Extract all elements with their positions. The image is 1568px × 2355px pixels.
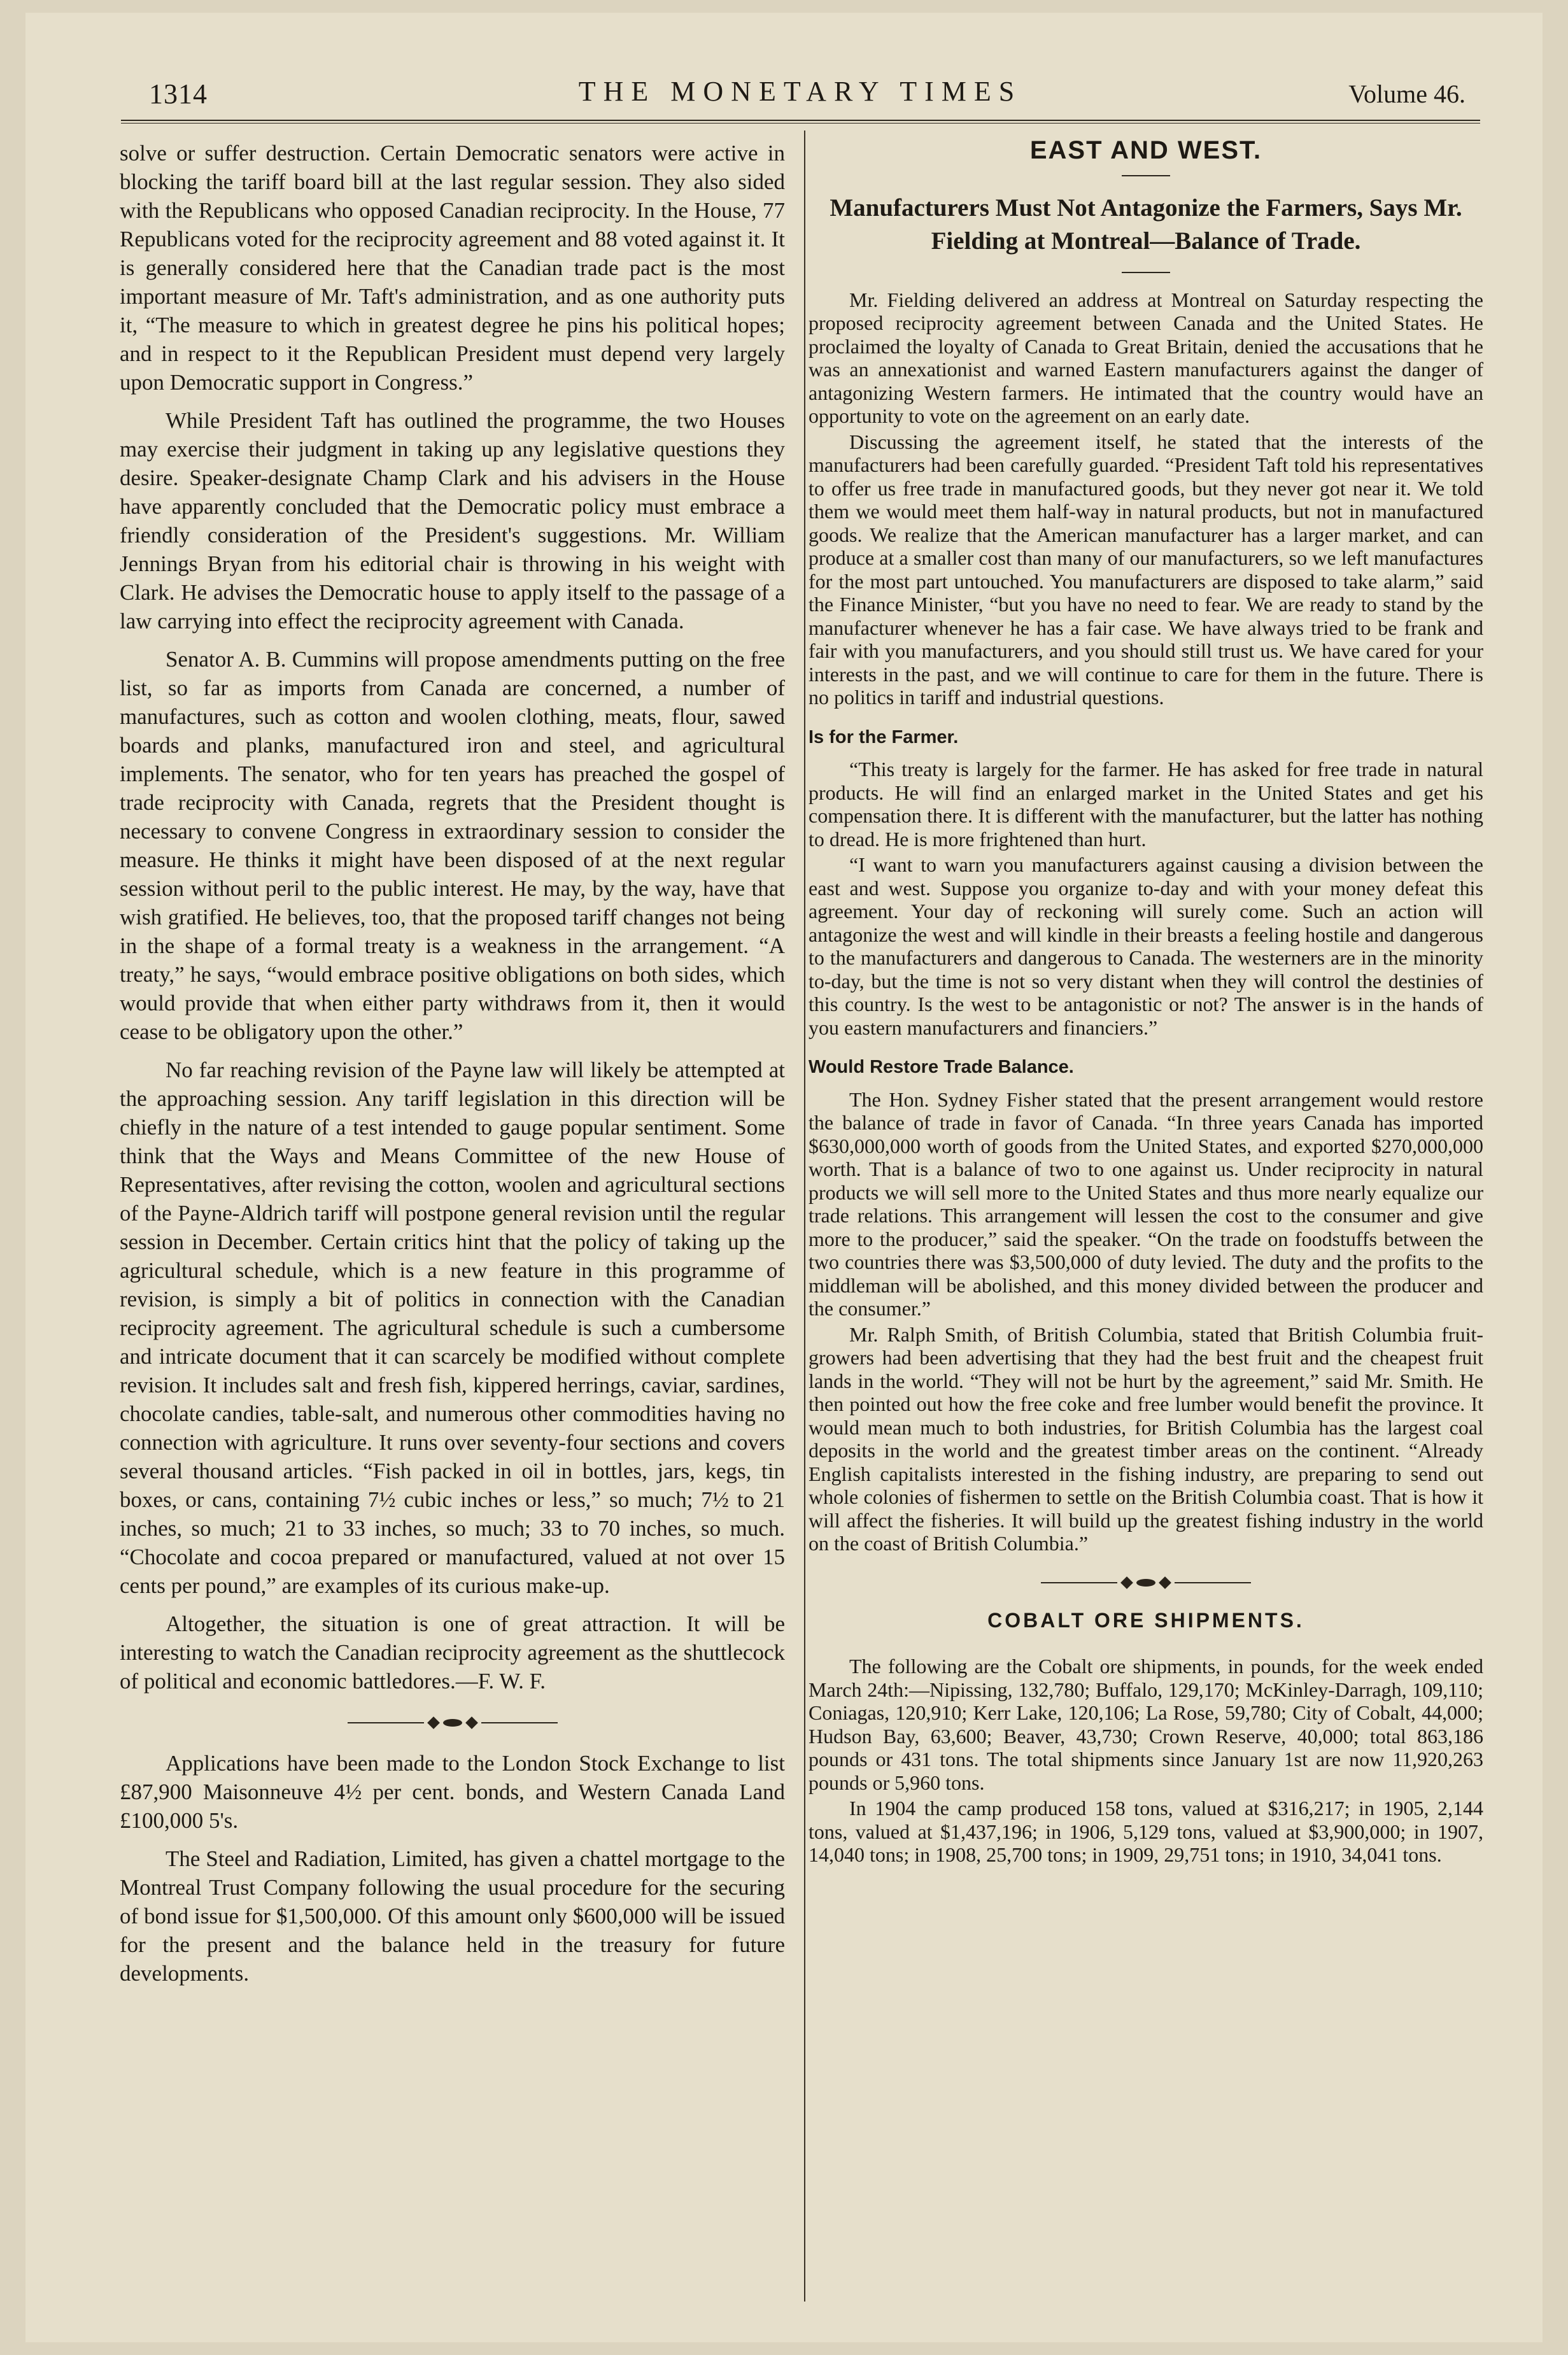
article-headline: Manufacturers Must Not Antagonize the Farmers, Says Mr. Fielding at Montreal—Balance of Trade. xyxy=(830,194,1462,255)
article-paragraph: Altogether, the situation is one of great attraction. It will be interesting to watch the Canadian reciprocity agreement as the shuttlecock of political and economic battledores.—F. W. F. xyxy=(120,1611,785,1694)
article-paragraph: In 1904 the camp produced 158 tons, valued at $316,217; in 1905, 2,144 tons, valued at $1,437,196; in 1906, 5,129 tons, valued at $3,900,000; in 1907, 14,040 tons; in 1908, 25,700 tons; in 1909, 29,751 tons; in 1910, 34,041 tons. xyxy=(809,1797,1483,1866)
notice-paragraph: Applications have been made to the London Stock Exchange to list £87,900 Maisonneuve 4½ per cent. bonds, and Western Canada Land £100,000 5's. xyxy=(120,1751,785,1833)
left-column xyxy=(120,139,785,1997)
section-title: EAST AND WEST. xyxy=(1029,136,1262,164)
article-paragraph: solve or suffer destruction. Certain Democratic senators were active in blocking the tariff board bill at the last regular session. They also sided with the Republicans who opposed Canadian reciprocity. In the House, 77 Republicans voted for the reciprocity agreement and 88 voted against it. It is generally considered here that the Canadian trade pact is the most important measure of Mr. Taft's administration, and as one authority puts it, “The measure to which in greatest degree he pins his political hopes; and in respect to it the Republican President must depend very largely upon Democratic support in Congress.” xyxy=(120,141,785,395)
article-paragraph: The following are the Cobalt ore shipments, in pounds, for the week ended March 24th:—Nipissing, 132,780; Buffalo, 129,170; McKinley-Darragh, 109,110; Coniagas, 120,910; Kerr Lake, 120,106; La Rose, 59,780; City of Cobalt, 44,000; Hudson Bay, 63,600; Beaver, 43,730; Crown Reserve, 40,000; total 863,186 pounds or 431 tons. The total shipments since January 1st are now 11,920,263 pounds or 5,960 tons. xyxy=(809,1655,1483,1794)
volume-label: Volume 46. xyxy=(1348,80,1466,108)
subheading: Would Restore Trade Balance. xyxy=(809,1057,1074,1077)
notice-paragraph: The Steel and Radiation, Limited, has given a chattel mortgage to the Montreal Trust Company following the usual procedure for the securing of bond issue for $1,500,000. Of this amount only $600,000 will be issued for the present and the balance held in the treasury for future developments. xyxy=(120,1846,785,1986)
article-paragraph: “I want to warn you manufacturers against causing a division between the east and west. Suppose you organize to-day and with your money defeat this agreement. Your day of reckoning will surely come. Such an action will antagonize the west and will kindle in their breasts a feeling hostile and dangerous to the manufacturers and dangerous to Canada. The westerners are in the minority to-day, but the time is not so very distant when they will control the destinies of this country. Is the west to be antagonistic or not? The answer is in the hands of you eastern manufacturers and financiers.” xyxy=(809,853,1483,1039)
page-header xyxy=(122,66,1478,117)
journal-title: THE MONETARY TIMES xyxy=(578,76,1022,107)
article-paragraph: Senator A. B. Cummins will propose amendments putting on the free list, so far as imports from Canada are concerned, a number of manufactures, such as cotton and woolen clothing, meats, flour, sawed boards and planks, manufactured iron and steel, and agricultural implements. The senator, who for ten years has preached the gospel of trade reciprocity with Canada, regrets that the President thought is necessary to convene Congress in extraordinary session to consider the measure. He thinks it might have been disposed of at the next regular session without peril to the public interest. He may, by the way, have that wish gratified. He believes, too, that the proposed tariff changes not being in the shape of a formal treaty is a weakness in the arrangement. “A treaty,” he says, “would embrace positive obligations on both sides, which would provide that when either party withdraws from it, then it would cease to be obligatory upon the other.” xyxy=(120,647,785,1044)
right-column xyxy=(809,136,1483,1869)
section-title: COBALT ORE SHIPMENTS. xyxy=(987,1608,1304,1632)
header-rule xyxy=(121,120,1480,124)
article-paragraph: Mr. Fielding delivered an address at Montreal on Saturday respecting the proposed reciprocity agreement between Canada and the United States. He proclaimed the loyalty of Canada to Great Britain, denied the accusations that he was an annexationist and warned Eastern manufacturers against the danger of antagonizing Western farmers. He intimated that the country would have an opportunity to vote on the agreement on an early date. xyxy=(809,288,1483,427)
article-paragraph: No far reaching revision of the Payne law will likely be attempted at the approaching session. Any tariff legislation in this direction will be chiefly in the nature of a test intended to gauge popular sentiment. Some think that the Ways and Means Committee of the new House of Representatives, after revising the cotton, woolen and agricultural sections of the Payne-Aldrich tariff will postpone general revision until the regular session in December. Certain critics hint that the policy of taking up the agricultural schedule, which is a new feature in this programme of revision, is simply a bit of politics in connection with the Canadian reciprocity agreement. The agricultural schedule is such a cumbersome and intricate document that it can scarcely be modified without complete revision. It includes salt and fresh fish, kippered herrings, caviar, sardines, chocolate candies, table-salt, and numerous other commodities having no connection with agriculture. It runs over seventy-four sections and covers several thousand articles. “Fish packed in oil in bottles, jars, kegs, tin boxes, or cans, containing 7½ cubic inches or less,” so much; 7½ to 21 inches, so much; 21 to 33 inches, so much; 33 to 70 inches, so much. “Chocolate and cocoa prepared or manufactured, valued at not over 15 cents per pound,” are examples of its curious make-up. xyxy=(120,1057,785,1598)
page-number: 1314 xyxy=(149,78,208,110)
column-divider xyxy=(804,131,805,2302)
article-paragraph: “This treaty is largely for the farmer. He has asked for free trade in natural products. He will find an enlarged market in the United States and get his compensation there. It is different with the manufacturer, but the latter has nothing to dread. He is more frightened than hurt. xyxy=(809,758,1483,851)
article-paragraph: Discussing the agreement itself, he stated that the interests of the manufacturers had been carefully guarded. “President Taft told his representatives to offer us free trade in manufactured goods, but they never got near it. We told them we would meet them half-way in natural products, but not in manufactured goods. We realize that the American manufacturer has a larger market, and can produce at a smaller cost than many of our manufacturers, so we left manufactures for the most part untouched. You manufacturers are disposed to take alarm,” said the Finance Minister, “but you have no need to fear. We are ready to stand by the manufacturer whenever he has a fair case. We have always tried to be frank and fair with you manufacturers, and you should still trust us. We have cared for your interests in the past, and we will continue to care for them in the future. There is no politics in tariff and industrial questions. xyxy=(809,430,1483,709)
headline-rule xyxy=(1122,272,1170,273)
article-paragraph: The Hon. Sydney Fisher stated that the present arrangement would restore the balance of trade in favor of Canada. “In three years Canada has imported $630,000,000 worth of goods from the United States, and exported $270,000,000 worth. That is a balance of two to one against us. Under reciprocity in natural products we will sell more to the United States and thus more nearly equalize our trade relations. This arrangement will lessen the cost to the consumer and give more to the producer,” said the speaker. “On the trade on foodstuffs between the two countries there was $3,500,000 of duty levied. The duty and the profits to the middleman will be abolished, and this money divided between the producer and the consumer.” xyxy=(809,1087,1483,1320)
title-rule xyxy=(1122,175,1170,176)
article-paragraph: While President Taft has outlined the programme, the two Houses may exercise their judgment in taking up any legislative questions they desire. Speaker-designate Champ Clark and his advisers in the House have apparently concluded that the Democratic policy must embrace a friendly consideration of the President's suggestions. Mr. William Jennings Bryan from his editorial chair is throwing in his weight with Clark. He advises the Democratic house to apply itself to the passage of a law carrying into effect the reciprocity agreement with Canada. xyxy=(120,408,785,633)
subheading: Is for the Farmer. xyxy=(809,726,959,747)
article-paragraph: Mr. Ralph Smith, of British Columbia, stated that British Columbia fruit-growers had been advertising that they had the best fruit and the cheapest fruit lands in the world. “They will not be hurt by the agreement,” said Mr. Smith. He then pointed out how the free coke and free lumber would benefit the province. It would mean much to both industries, for British Columbia has the largest coal deposits in the world and the greatest timber areas on the continent. “Already English capitalists interested in the fishing industry, are preparing to send out whole colonies of fishermen to settle on the British Columbia coast. That is how it will affect the fisheries. It will build up the greatest fishing industry in the world on the coast of British Columbia.” xyxy=(809,1322,1483,1555)
section-ornament xyxy=(809,1578,1483,1587)
section-ornament xyxy=(120,1718,785,1727)
